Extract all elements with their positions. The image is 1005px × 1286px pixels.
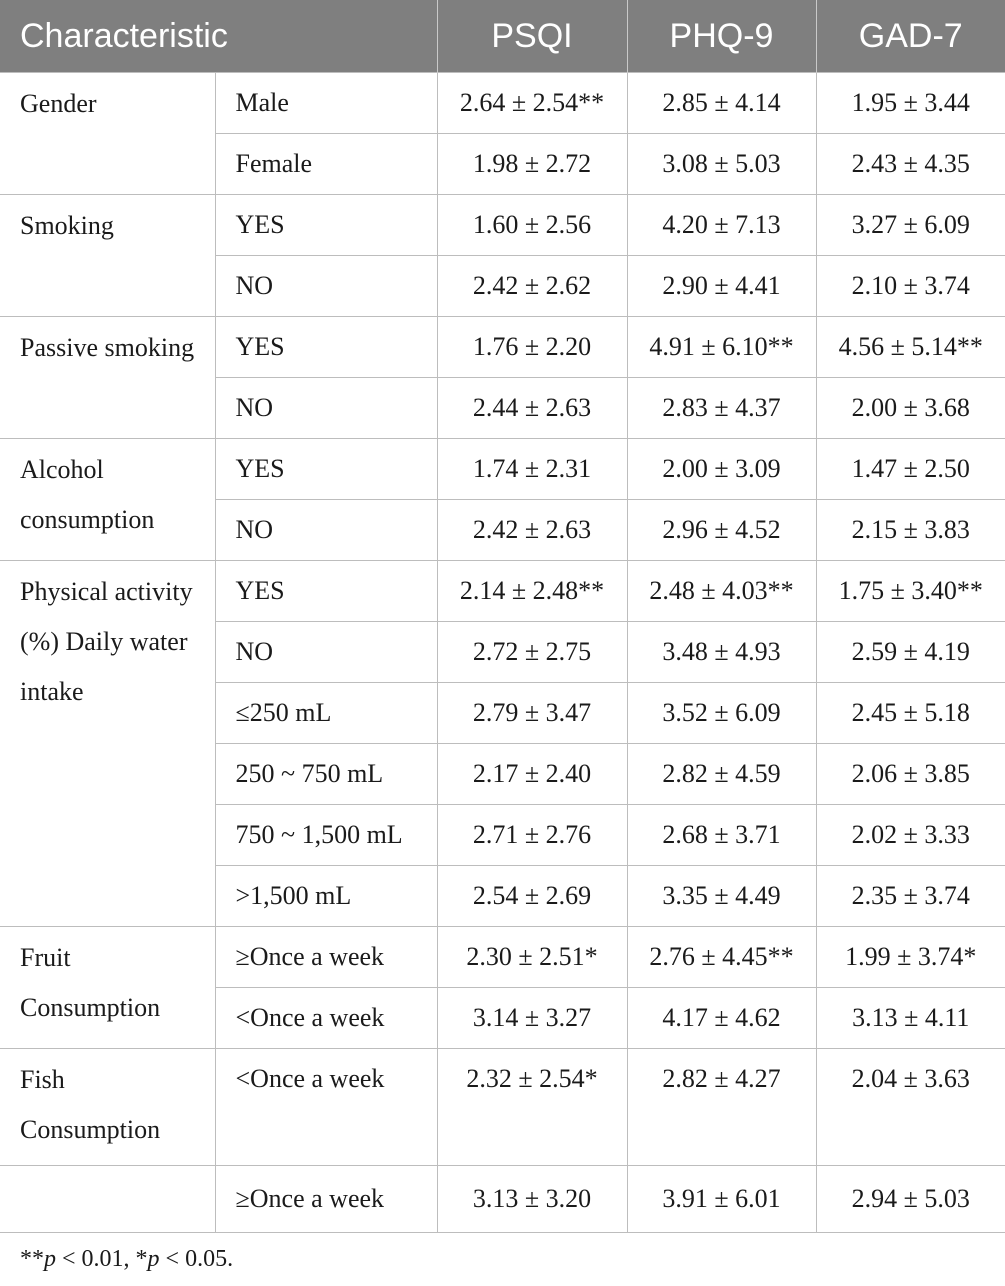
- gad7-cell: 2.00 ± 3.68: [816, 378, 1005, 439]
- phq9-cell: 3.35 ± 4.49: [627, 866, 816, 927]
- gad7-cell: 2.02 ± 3.33: [816, 805, 1005, 866]
- sub-label: <Once a week: [215, 988, 437, 1049]
- table-row: [0, 195, 1005, 256]
- sub-label: ≤250 mL: [215, 683, 437, 744]
- phq9-cell: 2.85 ± 4.14: [627, 73, 816, 134]
- table-row: [0, 439, 1005, 500]
- group-label-gender: Gender: [0, 73, 215, 195]
- sub-label: NO: [215, 256, 437, 317]
- phq9-cell: 3.91 ± 6.01: [627, 1166, 816, 1233]
- sub-label: Female: [215, 134, 437, 195]
- table-footnote: [20, 1246, 233, 1273]
- gad7-cell: 2.06 ± 3.85: [816, 744, 1005, 805]
- footnote-stars: **: [20, 1246, 44, 1272]
- gad7-cell: 2.15 ± 3.83: [816, 500, 1005, 561]
- phq9-cell: 2.83 ± 4.37: [627, 378, 816, 439]
- group-label-empty: [0, 1166, 215, 1233]
- phq9-cell: 2.90 ± 4.41: [627, 256, 816, 317]
- group-label-smoking: Smoking: [0, 195, 215, 317]
- psqi-cell: 2.30 ± 2.51*: [437, 927, 627, 988]
- table-row: [0, 1049, 1005, 1166]
- footnote-p-symbol: p: [147, 1246, 160, 1272]
- gad7-cell: 3.13 ± 4.11: [816, 988, 1005, 1049]
- sub-label: NO: [215, 500, 437, 561]
- group-label-physical-water: Physical activity (%) Daily water intake: [0, 561, 215, 927]
- header-psqi: PSQI: [437, 0, 627, 73]
- phq9-cell: 2.82 ± 4.27: [627, 1049, 816, 1166]
- phq9-cell: 2.76 ± 4.45**: [627, 927, 816, 988]
- sub-label: ≥Once a week: [215, 1166, 437, 1233]
- psqi-cell: 2.42 ± 2.62: [437, 256, 627, 317]
- gad7-cell: 2.94 ± 5.03: [816, 1166, 1005, 1233]
- psqi-cell: 1.60 ± 2.56: [437, 195, 627, 256]
- psqi-cell: 2.72 ± 2.75: [437, 622, 627, 683]
- sub-label: 250 ~ 750 mL: [215, 744, 437, 805]
- psqi-cell: 1.76 ± 2.20: [437, 317, 627, 378]
- table-row: [0, 73, 1005, 134]
- phq9-cell: 2.48 ± 4.03**: [627, 561, 816, 622]
- gad7-cell: 3.27 ± 6.09: [816, 195, 1005, 256]
- psqi-cell: 2.54 ± 2.69: [437, 866, 627, 927]
- footnote-p-symbol: p: [44, 1246, 56, 1272]
- gad7-cell: 1.75 ± 3.40**: [816, 561, 1005, 622]
- phq9-cell: 3.52 ± 6.09: [627, 683, 816, 744]
- psqi-cell: 2.64 ± 2.54**: [437, 73, 627, 134]
- group-label-fruit: Fruit Consumption: [0, 927, 215, 1049]
- sub-label: YES: [215, 195, 437, 256]
- table-row: [0, 561, 1005, 622]
- group-label-alcohol: Alcohol consumption: [0, 439, 215, 561]
- gad7-cell: 2.10 ± 3.74: [816, 256, 1005, 317]
- phq9-cell: 2.82 ± 4.59: [627, 744, 816, 805]
- sub-label: >1,500 mL: [215, 866, 437, 927]
- sub-label: 750 ~ 1,500 mL: [215, 805, 437, 866]
- sub-label: YES: [215, 439, 437, 500]
- psqi-cell: 3.14 ± 3.27: [437, 988, 627, 1049]
- group-label-fish: Fish Consumption: [0, 1049, 215, 1166]
- table-row: [0, 317, 1005, 378]
- gad7-cell: 2.35 ± 3.74: [816, 866, 1005, 927]
- group-label-passive-smoking: Passive smoking: [0, 317, 215, 439]
- footnote-threshold-1: < 0.01, *: [56, 1246, 148, 1272]
- phq9-cell: 2.00 ± 3.09: [627, 439, 816, 500]
- sub-label: ≥Once a week: [215, 927, 437, 988]
- sub-label: YES: [215, 317, 437, 378]
- gad7-cell: 1.47 ± 2.50: [816, 439, 1005, 500]
- psqi-cell: 2.42 ± 2.63: [437, 500, 627, 561]
- psqi-cell: 2.17 ± 2.40: [437, 744, 627, 805]
- psqi-cell: 1.74 ± 2.31: [437, 439, 627, 500]
- table-row: [0, 1166, 1005, 1233]
- phq9-cell: 2.68 ± 3.71: [627, 805, 816, 866]
- table-row: [0, 927, 1005, 988]
- phq9-cell: 2.96 ± 4.52: [627, 500, 816, 561]
- sub-label: NO: [215, 622, 437, 683]
- sub-label: <Once a week: [215, 1049, 437, 1166]
- sub-label: NO: [215, 378, 437, 439]
- psqi-cell: 2.14 ± 2.48**: [437, 561, 627, 622]
- psqi-cell: 2.71 ± 2.76: [437, 805, 627, 866]
- gad7-cell: 2.45 ± 5.18: [816, 683, 1005, 744]
- psqi-cell: 1.98 ± 2.72: [437, 134, 627, 195]
- phq9-cell: 4.91 ± 6.10**: [627, 317, 816, 378]
- gad7-cell: 1.95 ± 3.44: [816, 73, 1005, 134]
- psqi-cell: 2.79 ± 3.47: [437, 683, 627, 744]
- header-gad7: GAD-7: [816, 0, 1005, 73]
- header-phq9: PHQ-9: [627, 0, 816, 73]
- phq9-cell: 3.48 ± 4.93: [627, 622, 816, 683]
- footnote-threshold-2: < 0.05.: [159, 1246, 234, 1272]
- gad7-cell: 2.59 ± 4.19: [816, 622, 1005, 683]
- phq9-cell: 3.08 ± 5.03: [627, 134, 816, 195]
- phq9-cell: 4.20 ± 7.13: [627, 195, 816, 256]
- phq9-cell: 4.17 ± 4.62: [627, 988, 816, 1049]
- psqi-cell: 3.13 ± 3.20: [437, 1166, 627, 1233]
- gad7-cell: 2.43 ± 4.35: [816, 134, 1005, 195]
- header-characteristic: Characteristic: [0, 0, 437, 73]
- psqi-cell: 2.44 ± 2.63: [437, 378, 627, 439]
- gad7-cell: 1.99 ± 3.74*: [816, 927, 1005, 988]
- header-row: [0, 0, 1005, 73]
- gad7-cell: 4.56 ± 5.14**: [816, 317, 1005, 378]
- sub-label: YES: [215, 561, 437, 622]
- sub-label: Male: [215, 73, 437, 134]
- gad7-cell: 2.04 ± 3.63: [816, 1049, 1005, 1166]
- psqi-cell: 2.32 ± 2.54*: [437, 1049, 627, 1166]
